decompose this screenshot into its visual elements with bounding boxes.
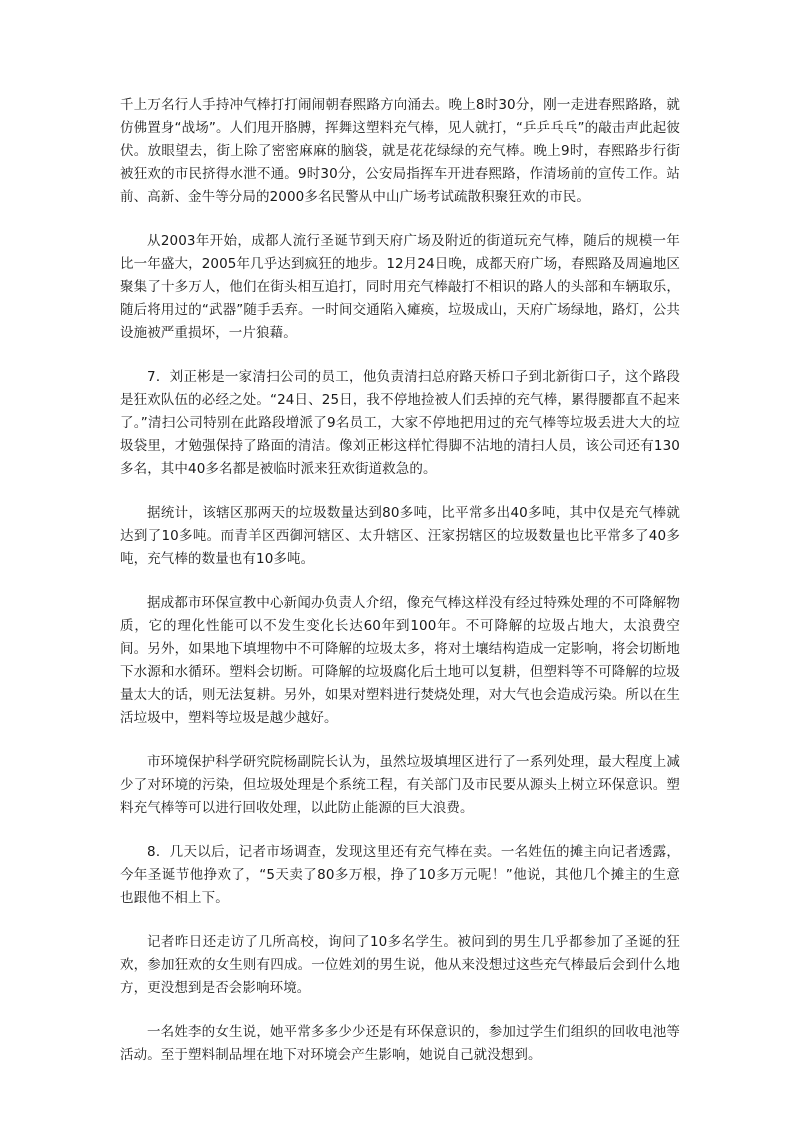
paragraph-1: 千上万名行人手持冲气棒打打闹闹朝春熙路方向涌去。晚上8时30分，刚一走进春熙路路，就仿佛置身“战场”。人们甩开胳膊，挥舞这塑料充气棒，见人就打，“乒乒乓乓”的敲击声此起彼伏。放眼望去，街上除了密密麻麻的脑袋，就是花花绿绿的充气棒。晚上9时，春熙路步行街被狂欢的市民挤得水泄不通。9时30分，公安局指挥车开进春熙路，作清场前的宣传工作。站前、高新、金牛等分局的2000多名民警从中山广场考试疏散积聚狂欢的市民。 xyxy=(120,97,680,205)
paragraph-7: 8．几天以后，记者市场调查，发现这里还有充气棒在卖。一名姓伍的摊主向记者透露，今年圣诞节他挣欢了，“5天卖了80多万根，挣了10多万元呢！”他说，其他几个摊主的生意也跟他不相上下。 xyxy=(120,844,680,906)
paragraph-3: 7．刘正彬是一家清扫公司的员工，他负责清扫总府路天桥口子到北新街口子，这个路段是狂欢队伍的必经之处。“24日、25日，我不停地捡被人们丢掉的充气棒，累得腰都直不起来了。”清扫公司特别在此路段增派了9名员工，大家不停地把用过的充气棒等垃圾丢进大大的垃圾袋里，才勉强保持了路面的清洁。像刘正彬这样忙得脚不沾地的清扫人员，该公司还有130多名，其中40多名都是被临时派来狂欢街道救急的。 xyxy=(120,369,680,477)
document-body xyxy=(120,94,680,1088)
paragraph-6: 市环境保护科学研究院杨副院长认为，虽然垃圾填埋区进行了一系列处理，最大程度上减少了对环境的污染，但垃圾处理是个系统工程，有关部门及市民要从源头上树立环保意识。塑料充气棒等可以进行回收处理，以此防止能源的巨大浪费。 xyxy=(120,754,680,816)
paragraph-2: 从2003年开始，成都人流行圣诞节到天府广场及附近的街道玩充气棒，随后的规模一年比一年盛大，2005年几乎达到疯狂的地步。12月24日晚，成都天府广场，春熙路及周遍地区聚集了十多万人，他们在街头相互追打，同时用充气棒敲打不相识的路人的头部和车辆取乐，随后将用过的“武器”随手丢弃。一时间交通陷入瘫痪，垃圾成山，天府广场绿地，路灯，公共设施被严重损坏，一片狼藉。 xyxy=(120,233,680,341)
paragraph-4: 据统计，该辖区那两天的垃圾数量达到80多吨，比平常多出40多吨，其中仅是充气棒就达到了10多吨。而青羊区西御河辖区、太升辖区、汪家拐辖区的垃圾数量也比平常多了40多吨，充气棒的数量也有10多吨。 xyxy=(120,505,680,567)
paragraph-9: 一名姓李的女生说，她平常多多少少还是有环保意识的，参加过学生们组织的回收电池等活动。至于塑料制品埋在地下对环境会产生影响，她说自己就没想到。 xyxy=(120,1024,680,1063)
paragraph-5: 据成都市环保宣教中心新闻办负责人介绍，像充气棒这样没有经过特殊处理的不可降解物质，它的理化性能可以不发生变化长达60年到100年。不可降解的垃圾占地大，太浪费空间。另外，如果地下填埋物中不可降解的垃圾太多，将对土壤结构造成一定影响，将会切断地下水源和水循环。塑料会切断。可降解的垃圾腐化后土地可以复耕，但塑料等不可降解的垃圾量太大的话，则无法复耕。另外，如果对塑料进行焚烧处理，对大气也会造成污染。所以在生活垃圾中，塑料等垃圾是越少越好。 xyxy=(120,595,680,726)
paragraph-8: 记者昨日还走访了几所高校，询问了10多名学生。被问到的男生几乎都参加了圣诞的狂欢，参加狂欢的女生则有四成。一位姓刘的男生说，他从来没想过这些充气棒最后会到什么地方，更没想到是否会影响环境。 xyxy=(120,934,680,996)
